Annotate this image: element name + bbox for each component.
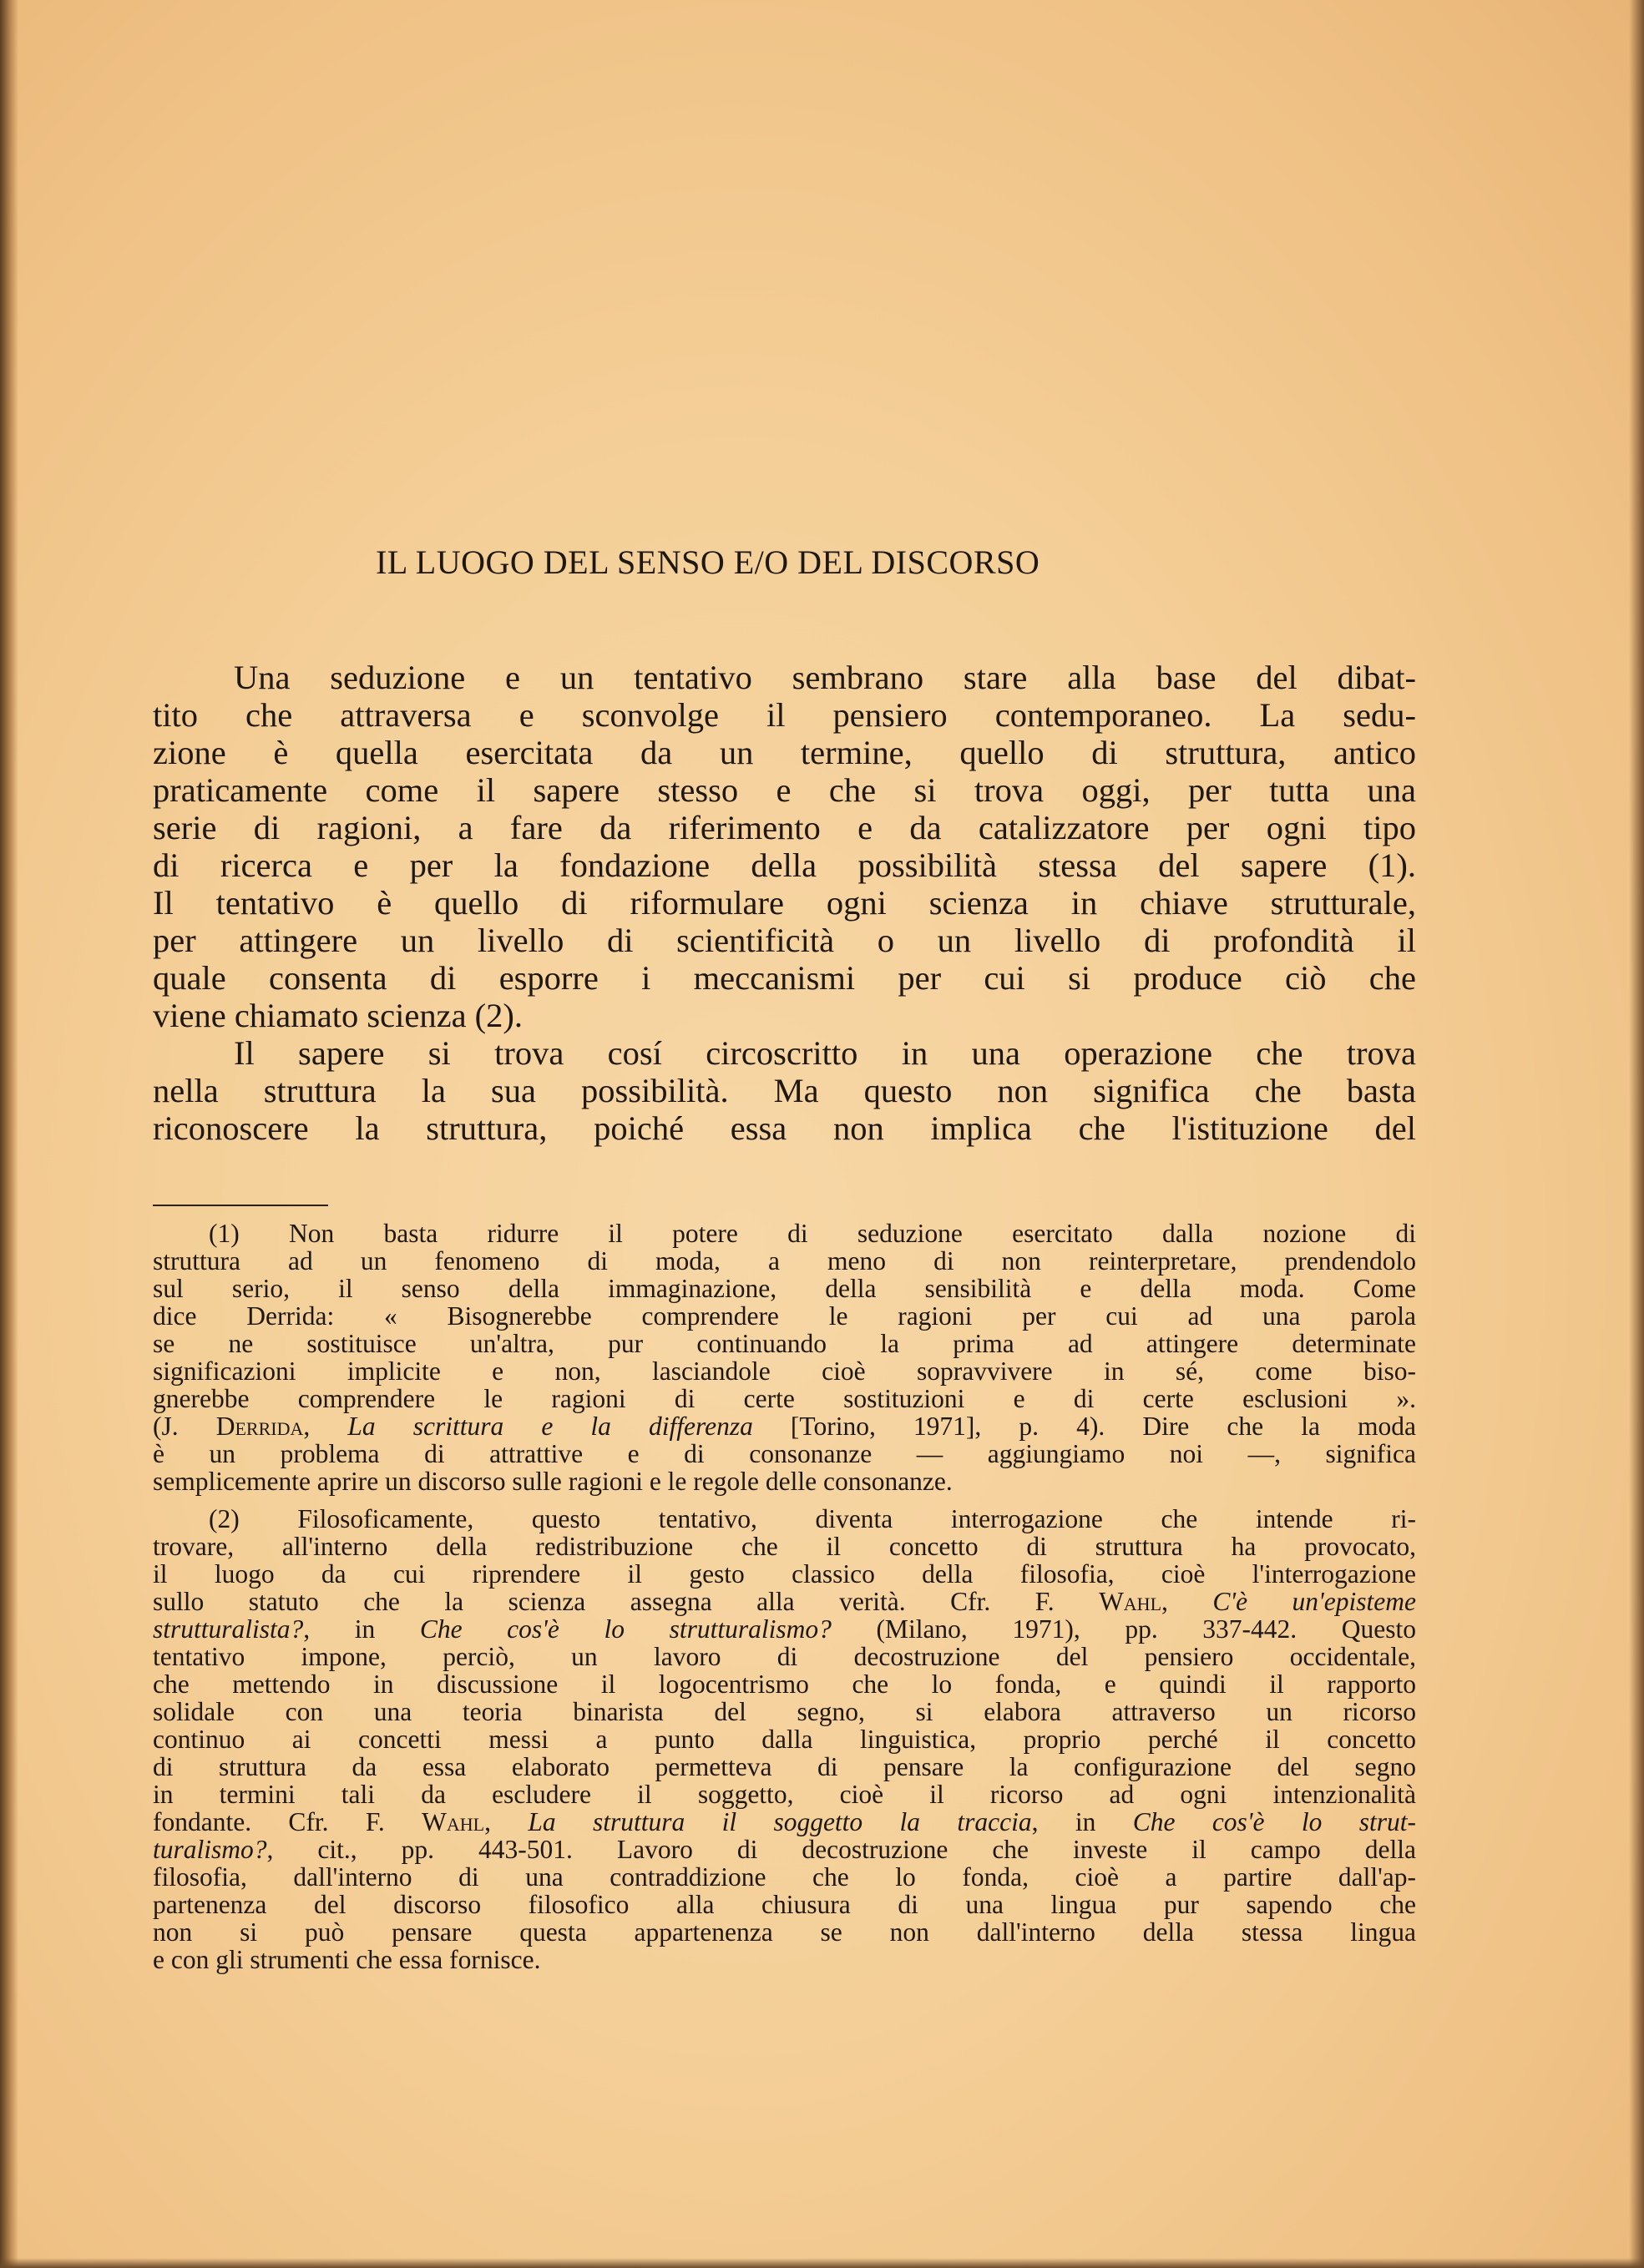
footnote-line: filosofia, dall'interno di una contraddizione che lo fonda, cioè a partire dall'ap- <box>153 1863 1416 1892</box>
footnote-line: continuo ai concetti messi a punto dalla linguistica, proprio perché il concetto <box>153 1725 1416 1754</box>
footnote-text: (Milano, 1971), pp. 337-442. Questo <box>831 1615 1416 1644</box>
body-line: tito che attraversa e sconvolge il pensiero contemporaneo. La sedu- <box>153 697 1416 734</box>
footnote-line: sul serio, il senso della immaginazione, della sensibilità e della moda. Come <box>153 1275 1416 1303</box>
footnote-text: , in <box>303 1615 420 1644</box>
footnote-line: di struttura da essa elaborato permetteva di pensare la configurazione del segno <box>153 1753 1416 1781</box>
footnote-text: , <box>303 1412 348 1441</box>
footnote-line: è un problema di attrattive e di consonanze — aggiungiamo noi —, significa <box>153 1440 1416 1468</box>
footnote-line: semplicemente aprire un discorso sulle ragioni e le regole delle consonanze. <box>153 1467 953 1496</box>
book-title: La struttura il soggetto la traccia <box>528 1808 1032 1836</box>
footnote-line: struttura ad un fenomeno di moda, a meno di non reinterpretare, prendendolo <box>153 1247 1416 1275</box>
footnote-line <box>153 1808 1416 1836</box>
chapter-title: IL LUOGO DEL SENSO E/O DEL DISCORSO <box>376 543 1040 581</box>
footnote-text: , cit., pp. 443-501. Lavoro di decostruzione che investe il campo della <box>266 1836 1416 1864</box>
body-line: riconoscere la struttura, poiché essa non implica che l'istituzione del <box>153 1110 1416 1147</box>
book-title: Che cos'è lo strutturalismo? <box>419 1615 832 1644</box>
page-edge-shadow-right <box>1629 0 1644 2268</box>
body-line: Il sapere si trova cosí circoscritto in una operazione che trova <box>234 1035 1416 1072</box>
body-line: viene chiamato scienza (2). <box>153 998 524 1034</box>
book-title: turalismo? <box>153 1836 267 1864</box>
footnote-line <box>153 1836 1416 1864</box>
footnote-line: e con gli strumenti che essa fornisce. <box>153 1946 541 1974</box>
footnote-line: non si può pensare questa appartenenza se non dall'interno della stessa lingua <box>153 1918 1416 1947</box>
body-line: Una seduzione e un tentativo sembrano stare alla base del dibat- <box>234 659 1416 696</box>
body-line: di ricerca e per la fondazione della possibilità stessa del sapere (1). <box>153 847 1416 884</box>
footnote-text: , in <box>1031 1808 1133 1836</box>
page-edge-shadow-bottom <box>0 2258 1644 2268</box>
body-line: zione è quella esercitata da un termine, quello di struttura, antico <box>153 735 1416 771</box>
footnote-text: , <box>484 1808 529 1836</box>
body-line: quale consenta di esporre i meccanismi per cui si produce ciò che <box>153 960 1416 997</box>
footnote-text: , <box>1161 1588 1213 1616</box>
author-name: Derrida <box>215 1412 304 1441</box>
footnote-line <box>153 1615 1416 1644</box>
body-line: praticamente come il sapere stesso e che si trova oggi, per tutta una <box>153 772 1416 809</box>
footnote-line <box>153 1412 1416 1441</box>
footnote-line: il luogo da cui riprendere il gesto classico della filosofia, cioè l'interrogazione <box>153 1560 1416 1589</box>
footnote-line: se ne sostituisce un'altra, pur continuando la prima ad attingere determinate <box>153 1330 1416 1358</box>
footnote-text: [Torino, 1971], p. 4). Dire che la moda <box>752 1412 1416 1441</box>
footnote-line: partenenza del discorso filosofico alla chiusura di una lingua pur sapendo che <box>153 1891 1416 1919</box>
book-title: Che cos'è lo strut- <box>1132 1808 1416 1836</box>
book-title: strutturalista? <box>153 1615 304 1644</box>
body-line: serie di ragioni, a fare da riferimento e da catalizzatore per ogni tipo <box>153 810 1416 846</box>
footnote-line: solidale con una teoria binarista del segno, si elabora attraverso un ricorso <box>153 1698 1416 1726</box>
body-line: nella struttura la sua possibilità. Ma questo non significa che basta <box>153 1073 1416 1109</box>
footnote-line: tentativo impone, perciò, un lavoro di decostruzione del pensiero occidentale, <box>153 1643 1416 1671</box>
book-title: C'è un'episteme <box>1212 1588 1416 1616</box>
footnote-line: trovare, all'interno della redistribuzione che il concetto di struttura ha provocato, <box>153 1533 1416 1561</box>
footnote-separator <box>153 1205 328 1206</box>
author-name: Wahl <box>422 1808 485 1836</box>
footnote-line: dice Derrida: « Bisognerebbe comprendere le ragioni per cui ad una parola <box>153 1302 1416 1331</box>
footnote-line: (1) Non basta ridurre il potere di seduzione esercitato dalla nozione di <box>209 1220 1416 1248</box>
author-name: Wahl <box>1099 1588 1162 1616</box>
footnote-text: sullo statuto che la scienza assegna alla verità. Cfr. F. <box>153 1588 1100 1616</box>
footnote-line: (2) Filosoficamente, questo tentativo, diventa interrogazione che intende ri- <box>209 1505 1416 1533</box>
footnote-line <box>153 1588 1416 1616</box>
footnote-line: significazioni implicite e non, lasciandole cioè sopravvivere in sé, come biso- <box>153 1357 1416 1386</box>
footnote-line: in termini tali da escludere il soggetto, cioè il ricorso ad ogni intenzionalità <box>153 1781 1416 1809</box>
footnote-line: che mettendo in discussione il logocentrismo che lo fonda, e quindi il rapporto <box>153 1670 1416 1699</box>
book-title: La scrittura e la differenza <box>347 1412 753 1441</box>
page-binding-shadow <box>0 0 18 2268</box>
footnote-text: fondante. Cfr. F. <box>153 1808 422 1836</box>
body-line: per attingere un livello di scientificità o un livello di profondità il <box>153 922 1416 959</box>
footnote-text: (J. <box>153 1412 216 1441</box>
body-line: Il tentativo è quello di riformulare ogni scienza in chiave strutturale, <box>153 885 1416 922</box>
footnote-line: gnerebbe comprendere le ragioni di certe sostituzioni e di certe esclusioni ». <box>153 1385 1416 1413</box>
